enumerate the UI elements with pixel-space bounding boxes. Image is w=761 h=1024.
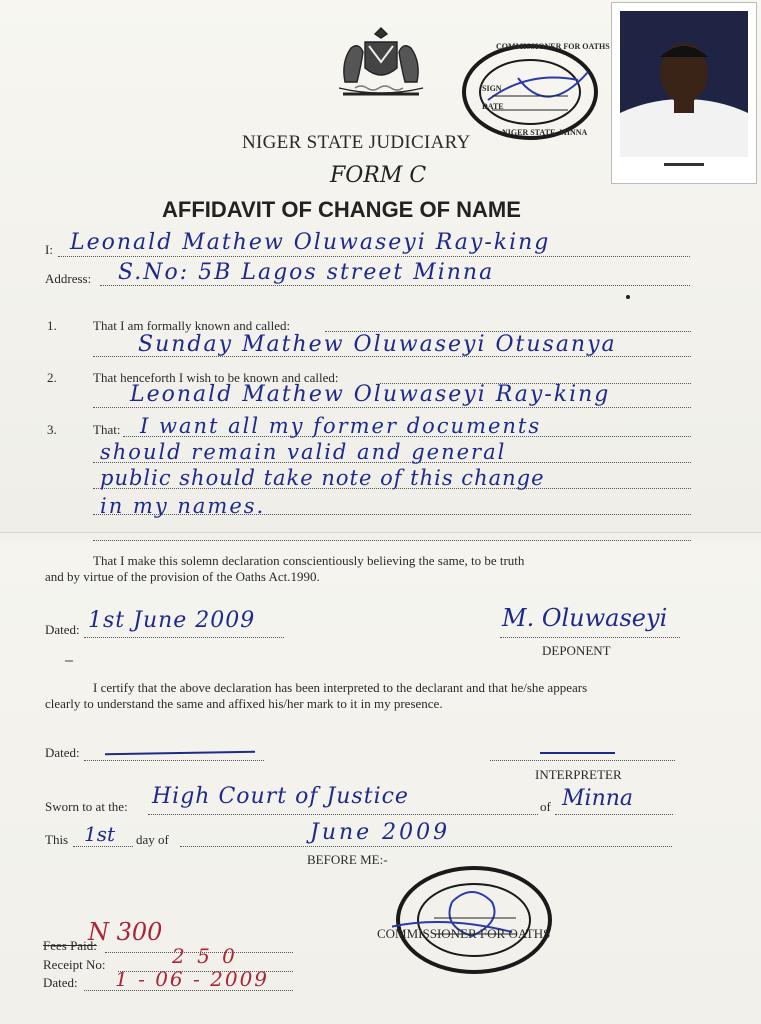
sworn-of-dotted-line <box>555 814 673 815</box>
sworn-value-handwritten: High Court of Justice <box>152 784 409 809</box>
sworn-of-label: of <box>540 799 551 814</box>
passport-photo <box>611 2 757 184</box>
interpreter-pen-stroke <box>540 752 615 754</box>
day-value-handwritten: 1st <box>84 822 116 846</box>
deponent-dotted-line <box>500 637 680 638</box>
sworn-of-value-handwritten: Minna <box>562 786 634 811</box>
interpreter-dotted-line <box>490 760 675 761</box>
dated-2-dotted-line <box>84 760 264 761</box>
clause-2-text: That henceforth I wish to be known and called: <box>93 370 339 385</box>
fees-label: Fees Paid: <box>43 938 97 953</box>
interpreter-label: INTERPRETER <box>535 767 622 782</box>
ink-speck <box>65 660 73 662</box>
i-dotted-line <box>58 256 690 257</box>
declaration-line-2: and by virtue of the provision of the Oaths Act.1990. <box>45 569 320 584</box>
document-title: AFFIDAVIT OF CHANGE OF NAME <box>162 197 521 222</box>
clause-3-text: That: <box>93 422 121 437</box>
fold-line <box>0 532 761 533</box>
dated-2-label: Dated: <box>45 745 80 760</box>
clause-2-answer-handwritten: Leonald Mathew Oluwaseyi Ray-king <box>130 382 611 407</box>
address-label: Address: <box>45 271 92 286</box>
clause-1-text: That I am formally known and called: <box>93 318 291 333</box>
before-me-label: BEFORE ME:- <box>307 852 388 867</box>
receipt-value-handwritten: 2 5 0 <box>172 944 238 968</box>
address-value-handwritten: S.No: 5B Lagos street Minna <box>118 260 495 285</box>
dated-1-value-handwritten: 1st June 2009 <box>88 608 256 633</box>
stamp-top-text: COMMISSIONER FOR OATHS <box>496 42 610 51</box>
clause-2-answer-line <box>93 407 691 408</box>
commissioner-stamp-top <box>458 38 608 146</box>
i-label: I: <box>45 242 53 257</box>
commissioner-stamp-bottom <box>392 862 562 980</box>
deponent-label: DEPONENT <box>542 643 611 658</box>
clause-2-number: 2. <box>47 370 57 385</box>
day-dotted-line <box>73 846 133 847</box>
month-dotted-line <box>180 846 672 847</box>
footer-dated-label: Dated: <box>43 975 78 990</box>
footer-dated-value-handwritten: 1 - 06 - 2009 <box>115 967 270 991</box>
day-of-label: day of <box>136 832 169 847</box>
clause-3-answer-line-3: public should take note of this change <box>100 466 545 490</box>
dated-2-pen-stroke <box>105 751 255 756</box>
form-label: FORM C <box>330 163 427 188</box>
stamp-date-text: DATE <box>482 102 504 111</box>
sworn-dotted-line <box>148 814 538 815</box>
ink-dot <box>626 295 630 299</box>
sworn-label: Sworn to at the: <box>45 799 128 814</box>
dated-1-label: Dated: <box>45 622 80 637</box>
deponent-signature: M. Oluwaseyi <box>502 604 668 632</box>
clause-1-number: 1. <box>47 318 57 333</box>
clause-3-line-5 <box>93 540 691 541</box>
declaration-line-1: That I make this solemn declaration conscientiously believing the same, to be truth <box>93 553 525 568</box>
coat-of-arms-emblem <box>325 22 437 104</box>
clause-3-answer-line-2: should remain valid and general <box>100 440 507 464</box>
stamp-bottom-text: NIGER STATE, MINNA <box>502 128 588 137</box>
clause-3-answer-line-4: in my names. <box>100 494 266 518</box>
stamp-sign-text: SIGN <box>482 84 502 93</box>
receipt-label: Receipt No: <box>43 957 106 972</box>
this-label: This <box>45 832 69 847</box>
clause-1-answer-handwritten: Sunday Mathew Oluwaseyi Otusanya <box>138 332 617 357</box>
certify-line-2: clearly to understand the same and affixed his/her mark to it in my presence. <box>45 696 443 711</box>
fees-value-handwritten: N 300 <box>88 918 163 946</box>
clause-3-number: 3. <box>47 422 57 437</box>
address-dotted-line <box>100 285 690 286</box>
month-value-handwritten: June 2009 <box>310 820 451 845</box>
certify-line-1: I certify that the above declaration has been interpreted to the declarant and that he/she appears <box>93 680 588 695</box>
clause-3-answer-line-1: I want all my former documents <box>140 414 542 438</box>
court-heading: NIGER STATE JUDICIARY <box>242 132 471 153</box>
commissioner-label: COMMISSIONER FOR OATHS <box>377 926 551 941</box>
dated-1-dotted-line <box>84 637 284 638</box>
i-value-handwritten: Leonald Mathew Oluwaseyi Ray-king <box>70 230 551 255</box>
